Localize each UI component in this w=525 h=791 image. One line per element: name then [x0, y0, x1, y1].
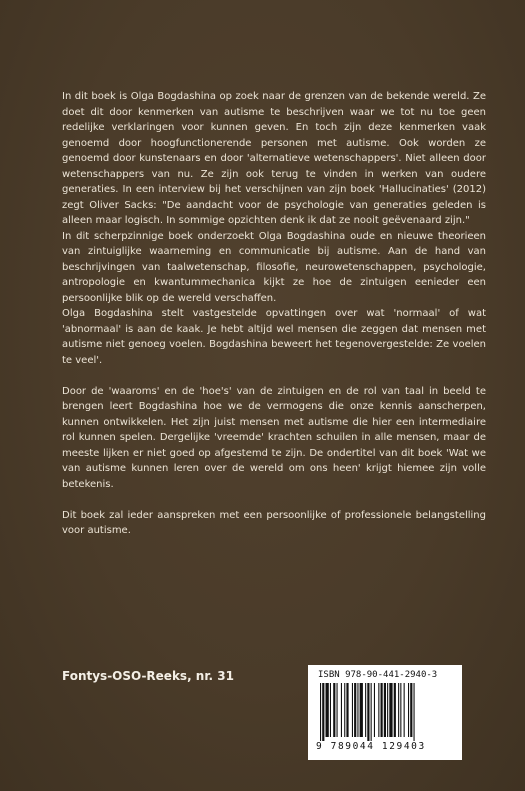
- barcode-bar: [341, 683, 342, 737]
- barcode-bar: [394, 683, 396, 737]
- barcode-bar: [414, 683, 415, 741]
- barcode-bar: [352, 683, 353, 737]
- barcode-bar: [387, 683, 388, 737]
- blurb-paragraph-1: In dit boek is Olga Bogdashina op zoek naar de grenzen van de bekende wereld. Ze doet dit door kenmerken van autisme te beschrijven waar we tot nu toe geen redelijke verklaringen voor kunnen geven. En toch zijn deze kenmerken vaak genoemd door hoogfunctionerende personen met autisme. Ook worden ze genoemd door kunstenaars en door 'alternatieve wetenschappers'. Niet alleen door wetenschappers van nu. Ze zijn ook terug te vinden in werken van oudere generaties. In een interview bij het verschijnen van zijn boek 'Hallucinaties' (2012) zegt Oliver Sacks: "De aandacht voor de psychologie van generaties geleden is alleen maar logisch. In sommige opzichten denk ik dat ze nooit geëvenaard zijn.": [62, 91, 486, 226]
- blurb-text: [62, 89, 486, 539]
- barcode-bar: [333, 683, 335, 737]
- barcode-label: [308, 665, 462, 760]
- isbn-text: ISBN 978-90-441-2940-3: [318, 670, 438, 680]
- barcode-bar: [354, 683, 356, 737]
- series-title: Fontys-OSO-Reeks, nr. 31: [62, 669, 234, 683]
- barcode-bar: [346, 683, 348, 737]
- barcode-bar: [344, 683, 345, 737]
- barcode-bar: [400, 683, 401, 737]
- barcode-bar: [320, 683, 321, 741]
- blurb-paragraph-5: Dit boek zal ieder aanspreken met een persoonlijke of professionele belangstelling voor autisme.: [62, 509, 486, 536]
- barcode-bar: [330, 683, 331, 737]
- barcode-bar: [378, 683, 379, 737]
- barcode-digits: 9 789044 129403: [316, 741, 426, 752]
- blurb-paragraph-4: Door de 'waaroms' en de 'hoe's' van de zintuigen en de rol van taal in beeld te brengen leert Bogdashina hoe we de vermogens die onze kennis aanscherpen, kunnen ontwikkelen. Het zijn juist mensen met autisme die hier een intermediaire rol kunnen spelen. Dergelijke 'vreemde' krachten schuilen in alle mensen, maar de meeste lijken er niet goed op afgestemd te zijn. De ondertitel van dit boek 'Wat we van autisme kunnen leren over de wereld om ons heen' krijgt hiemee zijn volle betekenis.: [62, 385, 486, 490]
- barcode-bar: [365, 683, 366, 737]
- barcode-bar: [384, 683, 386, 737]
- barcode-bar: [367, 683, 369, 741]
- barcode-bar: [398, 683, 399, 737]
- barcode-bar: [337, 683, 338, 737]
- barcode-bar: [381, 683, 383, 737]
- barcode-bar: [389, 683, 392, 737]
- blurb-paragraph-3: Olga Bogdashina stelt vastgestelde opvattingen over wat 'normaal' of wat 'abnormaal' is aan de kaak. Je hebt altijd wel mensen die zeggen dat mensen met autisme niet genoeg voelen. Bogdashina beweert het tegenovergestelde: Ze voelen te veel'.: [62, 308, 486, 366]
- barcode-bar: [360, 683, 363, 737]
- blurb-paragraph-2: In dit scherpzinnige boek onderzoekt Olga Bogdashina oude en nieuwe theorieen van zintuiglijke waarneming en communicatie bij autisme. Aan de hand van beschrijvingen van taalwetenschap, filosofie, neurowetenschappen, psychologie, antropologie en kwantummechanica kijkt ze hoe de zintuigen eenieder een persoonlijke blik op de wereld verschaffen.: [62, 230, 486, 304]
- barcode-bar: [357, 683, 358, 737]
- barcode-bar: [410, 683, 412, 737]
- barcode-bar: [322, 683, 324, 741]
- barcode-bar: [408, 683, 409, 737]
- barcode-image: [320, 683, 452, 741]
- barcode-bar: [374, 683, 375, 737]
- barcode-bar: [404, 683, 405, 737]
- barcode-bar: [326, 683, 329, 737]
- barcode-bar: [371, 683, 372, 741]
